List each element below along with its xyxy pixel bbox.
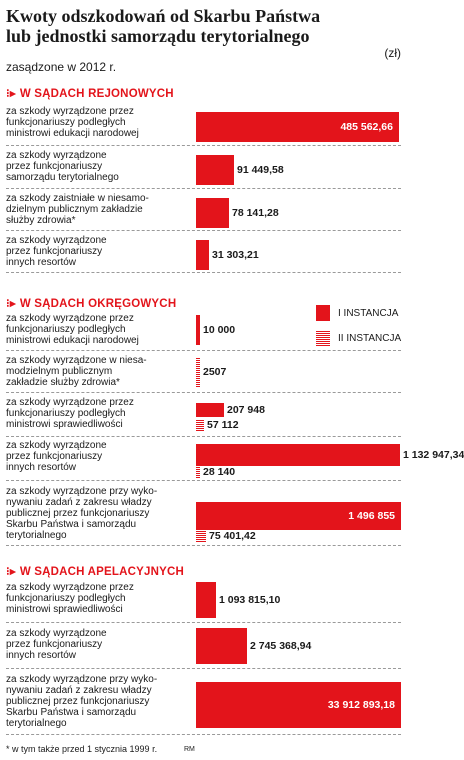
row-divider: [6, 545, 401, 546]
row-divider: [6, 480, 401, 481]
row-label: za szkody wyrządzone przez funkcjonariuszy podległych ministrowi sprawiedliwości: [6, 582, 134, 615]
legend-label-second-instance: II INSTANCJA: [338, 333, 402, 344]
bar-r3: [196, 198, 229, 228]
bar-value-label: 1 093 815,10: [219, 594, 281, 606]
section-title: W SĄDACH OKRĘGOWYCH: [19, 298, 177, 310]
section-header-apelacyjne: [6, 564, 184, 578]
row-divider: [6, 622, 401, 623]
bar-o5b: [196, 530, 206, 542]
bar-value-label: 207 948: [227, 404, 265, 416]
bar-value-label: 75 401,42: [209, 530, 256, 542]
bar-value-label: 33 912 893,18: [327, 699, 395, 711]
row-label: za szkody wyrządzone w niesa- modzielnym publicznym zakładzie służby zdrowia*: [6, 355, 147, 388]
row-label: za szkody wyrządzone przez funkcjonariuszy innych resortów: [6, 440, 107, 473]
credit: RM: [184, 746, 195, 753]
row-label: za szkody zaistniałe w niesamo- dzielnym publicznym zakładzie służby zdrowia*: [6, 193, 149, 226]
bar-value-label: 1 496 855: [348, 510, 395, 522]
legend-swatch-second-instance: [316, 330, 330, 346]
legend-label-first-instance: I INSTANCJA: [338, 308, 399, 319]
bar-a2: [196, 628, 247, 664]
bar-value-label: 91 449,58: [237, 164, 284, 176]
row-divider: [6, 436, 401, 437]
bar-value-label: 78 141,28: [232, 207, 279, 219]
row-divider: [6, 188, 401, 189]
bar-o1a: [196, 315, 200, 345]
row-label: za szkody wyrządzone przez funkcjonariuszy podległych ministrowi sprawiedliwości: [6, 397, 134, 430]
bar-o4a: [196, 444, 400, 466]
bar-r4: [196, 240, 209, 270]
section-title: W SĄDACH REJONOWYCH: [19, 88, 174, 100]
bar-o3b: [196, 419, 204, 431]
row-label: za szkody wyrządzone przez funkcjonariuszy samorządu terytorialnego: [6, 150, 119, 183]
bar-r2: [196, 155, 234, 185]
row-label: za szkody wyrządzone przez funkcjonariuszy innych resortów: [6, 628, 107, 661]
unit-label: (zł): [384, 46, 401, 60]
section-header-okregowe: [6, 296, 176, 310]
section-title: W SĄDACH APELACYJNYCH: [19, 566, 184, 578]
footnote: * w tym także przed 1 stycznia 1999 r.: [6, 744, 158, 754]
legend-swatch-first-instance: [316, 305, 330, 321]
bar-o4b: [196, 466, 200, 478]
row-divider: [6, 392, 401, 393]
row-divider: [6, 734, 401, 735]
row-label: za szkody wyrządzone przez funkcjonariuszy innych resortów: [6, 235, 107, 268]
bar-value-label: 2 745 368,94: [250, 640, 312, 652]
bar-value-label: 485 562,66: [340, 121, 393, 133]
row-divider: [6, 272, 401, 273]
row-divider: [6, 350, 401, 351]
row-label: za szkody wyrządzone przy wyko- nywaniu zadań z zakresu władzy publicznej przez funkcjonariuszy Skarbu Państwa i samorządu terytorialnego: [6, 674, 158, 729]
arrow-right-icon: ⁝▸: [6, 88, 16, 100]
section-header-rejonowe: [6, 86, 174, 100]
bar-value-label: 2507: [203, 366, 227, 378]
arrow-right-icon: ⁝▸: [6, 566, 16, 578]
chart-title: Kwoty odszkodowań od Skarbu Państwa lub jednostki samorządu terytorialnego: [6, 6, 321, 46]
bar-a1: [196, 582, 216, 618]
chart-subtitle: zasądzone w 2012 r.: [6, 60, 117, 74]
row-divider: [6, 230, 401, 231]
row-divider: [6, 668, 401, 669]
arrow-right-icon: ⁝▸: [6, 298, 16, 310]
bar-value-label: 31 303,21: [212, 249, 259, 261]
row-label: za szkody wyrządzone przez funkcjonariuszy podległych ministrowi edukacji narodowej: [6, 106, 139, 139]
row-divider: [6, 145, 401, 146]
row-label: za szkody wyrządzone przy wyko- nywaniu zadań z zakresu władzy publicznej przez funkcjonariuszy Skarbu Państwa i samorządu terytorialnego: [6, 486, 158, 541]
row-label: za szkody wyrządzone przez funkcjonariuszy podległych ministrowi edukacji narodowej: [6, 313, 139, 346]
bar-o2b: [196, 357, 200, 387]
bar-value-label: 1 132 947,34: [403, 449, 464, 461]
bar-value-label: 57 112: [207, 419, 239, 431]
bar-o3a: [196, 403, 224, 417]
bar-value-label: 10 000: [203, 324, 236, 336]
bar-value-label: 28 140: [203, 466, 236, 478]
